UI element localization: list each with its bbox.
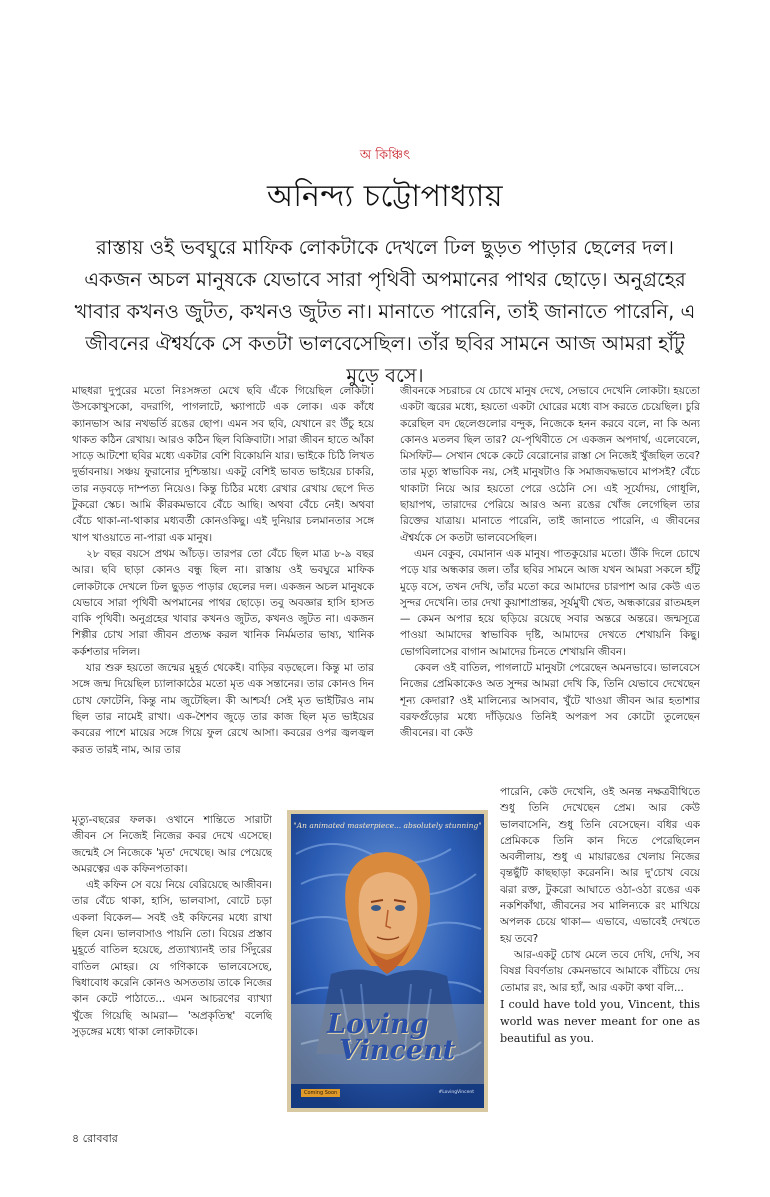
body-paragraph: মাছধরা দুপুরের মতো নিঃসঙ্গতা মেখে ছবি এঁকে গিয়েছিল লোকটা। উসকোখুসকো, বদরাগি, পাগলাটে, ক্ষ্যাপাটে এক লোক। এক কাঁধে ক্যানভাস আর নখভর্তি রঙের ছোপ। এমন সব ছবি, যেখানে রং উঁচু হয়ে থাকত কঠিন রেখায়। আরও কঠিন ছিল বিক্রিবাটা। সারা জীবন হাতে আঁকা সাড়ে আটশো ছবির মধ্যে একটার বেশি বিকোয়নি যার। ভাইকে চিঠি লিখত দুর্ভাবনায়। সঞ্চয় ফুরানোর দুশ্চিন্তায়। একটু বেশিই ভাবত ভাইয়ের চাকরি, তার নড়বড়ে দাম্পত্য নিয়েও। কিন্তু চিঠির মধ্যে রেখার রেখায় ছেপে দিত টুকরো স্কেচ। আমি কীরকমভাবে বেঁচে আছি। অথবা বেঁচে নেই। অথবা বেঁচে থাকা-না-থাকার মধ্যবর্তী কোনওকিছু। এই দুনিয়ার চলমানতার সঙ্গে খাপ খাওয়াতে না-পারা এক মানুষ। [72,385,374,544]
section-label: অ কিঞ্চিৎ [359,148,411,163]
body-column-right [400,383,700,785]
body-paragraph: ২৮ বছর বয়সে প্রথম আঁচড়। তারপর তো বেঁচে ছিল মাত্র ৮-৯ বছর আর। ছবি ছাড়া কোনও বন্ধু ছিল না। রাস্তায় ওই ভবঘুরে মাফিক লোকটাকে দেখলে ঢিল ছুড়ত পাড়ার ছেলের দল। একজন অচল মানুষকে যেভাবে সারা পৃথিবী অপমানের পাথর ছোড়ে। তবু অবজ্ঞার হাসি হাসত বাকি পৃথিবী। অনুগ্রহের খাবার কখনও জুটত, কখনও জুটত না। একজন শিল্পীর চোখ সারা জীবন প্রত্যক্ষ করল খানিক নির্মমতার ভাষ্য, খানিক কর্কশতার দলিল। [72,547,374,658]
poster-title [327,1009,457,1066]
body-paragraph: আর-একটু চোখ মেলে তবে দেখি, দেখি, সব বিষণ্ণ বিবর্ণতায় কেমনভাবে আমাকে বাঁচিয়ে দেয় তোমার রং, আর হ্যাঁ, আর একটা কথা বলি... [500,948,700,994]
poster-date-badge: Coming Soon [301,1089,340,1097]
poster-hashtag: #LovingVincent [438,1090,474,1095]
poster-title-line: Vincent [339,1035,456,1066]
body-paragraph: এমন বেকুব, বেমানান এক মানুষ। পাতকুয়োর মতো। উঁকি দিলে চোখে পড়ে যার অন্ধকার জল। তাঁর ছবির সামনে আজ যখন আমরা সকলে হাঁটু মুড়ে বসে, তখন দেখি, তাঁর মতো করে আমাদের চারপাশ আর কেউ এত সুন্দর দেখেনি। তার দেখা কুয়াশাপ্রান্তর, সূর্যমুখী খেত, অন্ধকারের রাতমহল— কেমন অপার হয়ে ছড়িয়ে রয়েছে সবার অন্তরে অন্তরে। জন্মসূত্রে পাওয়া আমাদের স্বাভাবিক দৃষ্টি, আমাদের দেখতে শেখায়নি কিছু। ভোগবিলাসের বাগান আমাদের চিনতে শেখায়নি জীবন। [400,547,700,658]
body-column-left-narrow [72,812,272,1117]
body-paragraph: এই কফিন সে বয়ে নিয়ে বেরিয়েছে আজীবন। তার বেঁচে থাকা, হাসি, ভালবাসা, বোটে চড়া একলা বিকেল— সবই ওই কফিনের মধ্যে রাখা ছিল যেন। ভালবাসাও পায়নি তো। বিয়ের প্রস্তাব মুহূর্তে বাতিল হয়েছে, প্রত্যাখ্যানই তার সিঁদুরের বাতিল মোহর। যে গণিকাকে ভালবেসেছে, দ্বিধাবোধ করেনি কোনও অসততায় তাকে নিজের কান কেটে পাঠাতে... এমন আচরণের ব্যাখ্যা খুঁজে গিয়েছি আমরা— 'অপ্রকৃতিস্থ' বলেছি সুড়ঙ্গের মধ্যে থাকা লোকটাকে। [72,879,272,1038]
body-column-right-narrow [500,784,700,1122]
poster-tagline: "An animated masterpiece... absolutely stunning" [293,821,482,830]
body-paragraph: যার শুরু হয়তো জন্মের মুহূর্ত থেকেই। বাড়ির বড়ছেলে। কিন্তু মা তার সঙ্গে জন্ম দিয়েছিল চ্যালাকাঠের মতো মৃত এক সন্তানের। তার কোনও দিন চোখ ফোটেনি, কিন্তু নাম জুটেছিল। কী আশ্চর্য! সেই মৃত ভাইটিরও নাম ছিল তার নামেই রাখা। এক-শৈশব জুড়ে তার কাজ ছিল মৃত ভাইয়ের কবরের পাশে মায়ের সঙ্গে গিয়ে ফুল রেখে আসা। কবরের ওপর জ্বলজ্বল করত তারই নাম, আর তার [72,662,374,756]
poster-artwork [291,814,484,1108]
body-paragraph: জীবনকে সচরাচর যে চোখে মানুষ দেখে, সেভাবে দেখেনি লোকটা। হয়তো একটা জ্বরের মধ্যে, হয়তো একটা ঘোরের মধ্যে বাস করতে চেয়েছিল। চুরি করেছিল বদ ছেলেগুলোর বন্দুক, নিজেকে হনন করবে বলে, না কি অন্য কোনও মতলব ছিল তার? যে-পৃথিবীতে সে একজন অপদার্থ, এলেবেলে, মিসফিট— সেখান থেকে কেটে বেরোনোর রাস্তা সে নিজেই খুঁজছিল তবে? তার মৃত্যু স্বাভাবিক নয়, সেই মানুষটাও কি সমাজবদ্ধভাবে মাপসই? বেঁচে থাকাটা নিয়ে আর হয়তো পেরে ওঠেনি সে। এই সূর্যোদয়, গোধূলি, ছায়াপথ, তারাদের পেরিয়ে আরও অন্য রঙের খোঁজ লেগেছিল তার রিক্তের যাত্রায়। মানাতে পারেনি, তাই জানাতে পারেনি, এ জীবনের ঐশ্বর্যকে সে কতটা ভালবেসেছিল। [400,385,700,544]
body-paragraph: পারেনি, কেউ দেখেনি, ওই অনন্ত নক্ষত্রবীথিতে শুধু তিনি দেখেছেন প্রেম। আর কেউ ভালবাসেনি, শুধু তিনি বেসেছেন। বধির এক প্রেমিককে তিনি কান দিতে পেরেছিলেন অবলীলায়, শুধু এ মায়ারঙের খেলায় নিজের বৃন্তছুঁটি কাছছাড়া করেননি। আর দু'চোখ বেয়ে ঝরা রক্ত, টুকরো আঘাতে ওঠা-ওঠা রঙের এক নকশিকাঁথা, জীবনের সব মালিন্যকে রং মাখিয়ে অপলক চেয়ে থাকা— এভাবে, এভাবেই দেখতে হয় তবে? [500,786,700,945]
body-paragraph: কেবল ওই বাতিল, পাগলাটে মানুষটা পেরেছেন অমনভাবে। ভালবেসে নিজের প্রেমিকাকেও অত সুন্দর আমরা দেখি কি, তিনি যেভাবে দেখেছেন শূন্য কেদারা? ওই মালিন্যের আসবাব, খুঁটে খাওয়া জীবন আর হতাশার বরফগুঁড়োর মধ্যে দাঁড়িয়েও তিনিই অপরূপ সব কোটো তুলেছেন জীবনের। বা কেউ [400,662,700,740]
closing-quote-english: I could have told you, Vincent, this world was never meant for one as beautiful as you. [500,997,700,1045]
body-column-left [72,383,374,813]
body-paragraph: মৃত্যু-বছরের ফলক। ওখানে শান্তিতে সারাটা জীবন সে নিজেই নিজের কবর দেখে এসেছে। জন্মেই সে নিজেকে 'মৃত' দেখেছে। আর পেয়েছে অমরত্বের এক কফিনপতাকা। [72,814,272,875]
article-deck: রাস্তায় ওই ভবঘুরে মাফিক লোকটাকে দেখলে ঢিল ছুড়ত পাড়ার ছেলের দল। একজন অচল মানুষকে যেভাবে সারা পৃথিবী অপমানের পাথর ছোড়ে। অনুগ্রহের খাবার কখনও জুটত, কখনও জুটত না। মানাতে পারেনি, তাই জানাতে পারেনি, এ জীবনের ঐশ্বর্যকে সে কতটা ভালবেসেছিল। তাঁর ছবির সামনে আজ আমরা হাঁটু মুড়ে বসে। [74,236,696,387]
movie-poster [287,810,488,1112]
author-name: অনিন্দ্য চট্টোপাধ্যায় [266,179,504,214]
poster-title-line: Loving [327,1009,429,1040]
page-footer: ৪ রোববার [72,1132,118,1145]
